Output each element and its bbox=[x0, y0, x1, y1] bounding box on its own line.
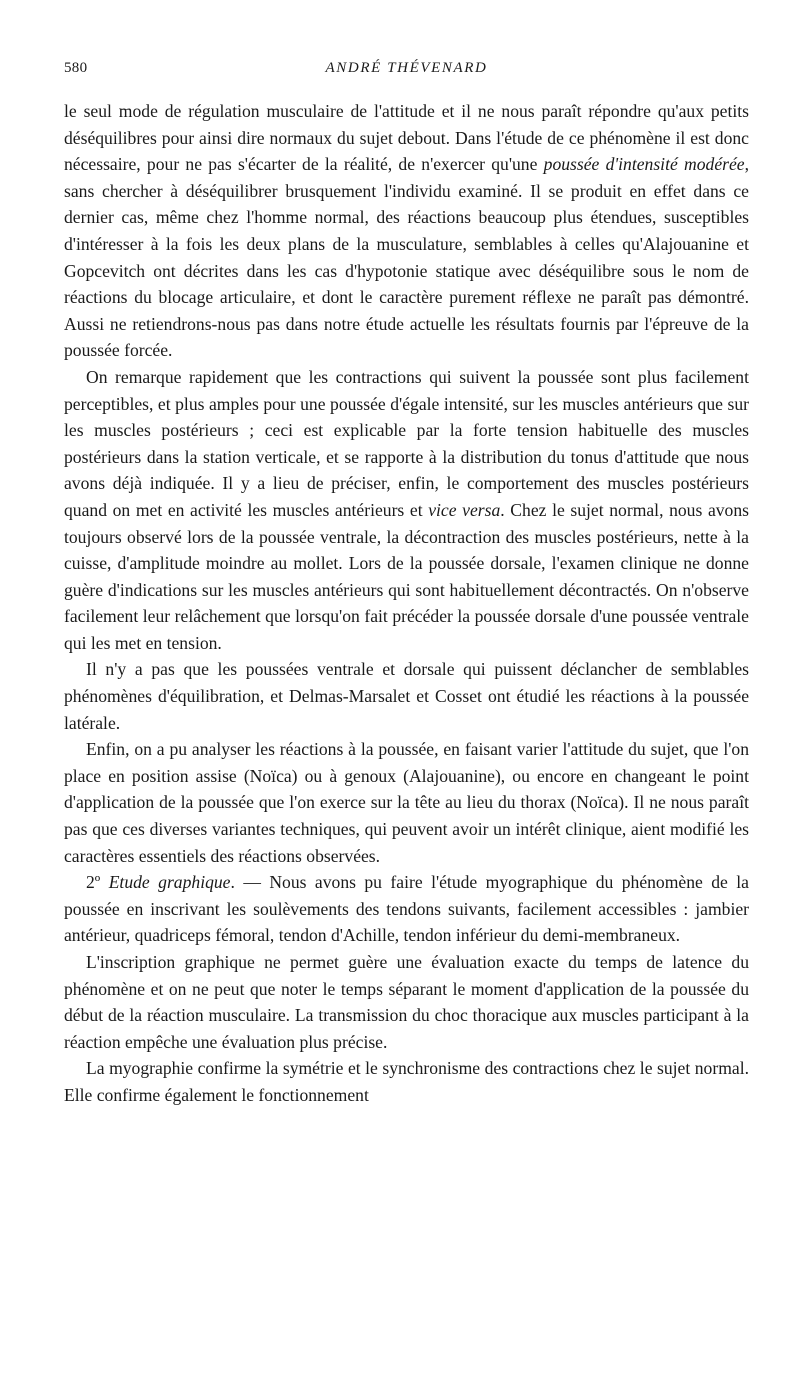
running-head bbox=[64, 58, 749, 84]
page bbox=[64, 58, 749, 1109]
paragraph-5 bbox=[64, 869, 749, 949]
paragraph-7 bbox=[64, 1055, 749, 1108]
paragraph-4-text: Enfin, on a pu analyser les réactions à la poussée, en faisant varier l'attitude du sujet, que l'on place en position assise (Noïca) ou à genoux (Alajouanine), ou encore en changeant le point d'application de la poussée que l'on exerce sur la tête au lieu du thorax (Noïca). Il ne nous paraît pas que ces diverses variantes techniques, qui peuvent avoir un intérêt clinique, aient modifié les caractères essentiels des réactions observées. bbox=[64, 739, 749, 866]
paragraph-7-text: La myographie confirme la symétrie et le synchronisme des contractions chez le sujet normal. Elle confirme également le fonctionnement bbox=[64, 1058, 749, 1105]
paragraph-3 bbox=[64, 656, 749, 736]
paragraph-1-text-a: le seul mode de régulation musculaire de l'attitude et il ne nous paraît répondre qu'aux petits déséquilibres pour ainsi dire normaux du sujet debout. Dans l'étude de ce phénomène il est donc nécessaire, pour ne pas s'écarter de la réalité, de n'exercer qu'une bbox=[64, 101, 749, 175]
paragraph-2 bbox=[64, 364, 749, 657]
paragraph-2-text-b: . Chez le sujet normal, nous avons toujours observé lors de la poussée ventrale, la décontraction des muscles postérieurs, nette à la cuisse, d'amplitude moindre au mollet. Lors de la poussée dorsale, l'examen clinique ne donne guère d'indications sur les muscles antérieurs qui sont habituellement décontractés. On n'observe facilement leur relâchement que lorsqu'on fait précéder la poussée dorsale d'une poussée ventrale qui les met en tension. bbox=[64, 499, 749, 653]
paragraph-1-text-b: , sans chercher à déséquilibrer brusquement l'individu examiné. Il se produit en effet dans ce dernier cas, même chez l'homme normal, des réactions beaucoup plus étendues, susceptibles d'intéresser à la fois les deux plans de la musculature, semblables à celles qu'Alajouanine et Gopcevitch ont décrites dans les cas d'hypotonie statique avec déséquilibre sous le nom de réactions du blocage articulaire, et dont le caractère purement réflexe ne paraît pas démontré. Aussi ne retiendrons-nous pas dans notre étude actuelle les résultats fournis par l'épreuve de la poussée forcée. bbox=[64, 154, 749, 361]
paragraph-5-number: 2º bbox=[86, 872, 109, 893]
paragraph-6 bbox=[64, 949, 749, 1055]
paragraph-4 bbox=[64, 736, 749, 869]
page-number: 580 bbox=[64, 60, 88, 76]
paragraph-2-italic: vice versa bbox=[428, 499, 501, 520]
body-text bbox=[64, 98, 749, 1109]
paragraph-3-text: Il n'y a pas que les poussées ventrale et dorsale qui puissent déclancher de semblables phénomènes d'équilibration, et Delmas-Marsalet et Cosset ont étudié les réactions à la poussée latérale. bbox=[64, 659, 749, 733]
running-head-author: ANDRÉ THÉVENARD bbox=[325, 60, 488, 76]
paragraph-1 bbox=[64, 98, 749, 364]
paragraph-6-text: L'inscription graphique ne permet guère une évaluation exacte du temps de latence du phénomène et on ne peut que noter le temps séparant le moment d'application de la poussée du début de la réaction musculaire. La transmission du choc thoracique aux muscles participant à la réaction empêche une évaluation plus précise. bbox=[64, 952, 749, 1052]
paragraph-5-text: . — Nous avons pu faire l'étude myographique du phénomène de la poussée en inscrivant les soulèvements des tendons suivants, facilement accessibles : jambier antérieur, quadriceps fémoral, tendon d'Achille, tendon inférieur du demi-membraneux. bbox=[64, 872, 749, 946]
paragraph-5-heading: Etude graphique bbox=[108, 872, 231, 893]
paragraph-2-text-a: On remarque rapidement que les contractions qui suivent la poussée sont plus facilement perceptibles, et plus amples pour une poussée d'égale intensité, sur les muscles antérieurs que sur les muscles postérieurs ; ceci est explicable par la forte tension habituelle des muscles postérieurs dans la station verticale, et se rapporte à la distribution du tonus d'attitude que nous avons déjà indiquée. Il y a lieu de préciser, enfin, le comportement des muscles postérieurs quand on met en activité les muscles antérieurs et bbox=[64, 366, 749, 520]
paragraph-1-italic: poussée d'intensité modérée bbox=[543, 154, 745, 175]
